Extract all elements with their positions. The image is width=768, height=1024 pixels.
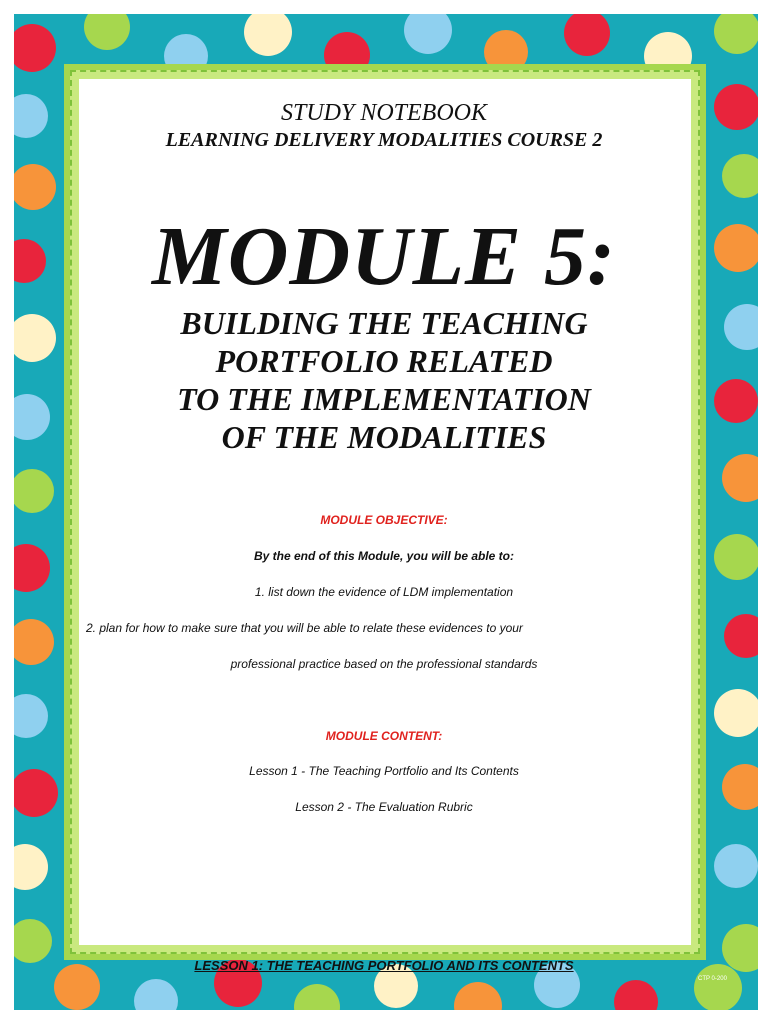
objective-heading: MODULE OBJECTIVE: bbox=[320, 513, 448, 527]
lesson-item: Lesson 1 - The Teaching Portfolio and Its Contents bbox=[249, 764, 519, 778]
objective-item: 2. plan for how to make sure that you will be able to relate these evidences to your bbox=[86, 621, 523, 635]
polka-dot bbox=[724, 614, 758, 658]
module-title-line: OF THE MODALITIES bbox=[221, 419, 547, 455]
dashed-frame bbox=[70, 70, 700, 954]
polka-dot bbox=[722, 154, 758, 198]
polka-dot bbox=[294, 984, 340, 1010]
polka-dot bbox=[244, 14, 292, 56]
objective-item: 1. list down the evidence of LDM implementation bbox=[254, 585, 514, 599]
module-title bbox=[0, 304, 768, 456]
polka-dot bbox=[14, 844, 48, 890]
objective-intro: By the end of this Module, you will be able to: bbox=[253, 549, 514, 563]
polka-dot bbox=[14, 24, 56, 72]
polka-dot bbox=[722, 454, 758, 502]
module-title-line: TO THE IMPLEMENTATION bbox=[177, 381, 591, 417]
polka-dot bbox=[714, 844, 758, 888]
content-heading: MODULE CONTENT: bbox=[325, 729, 443, 743]
green-frame bbox=[64, 64, 706, 960]
objective-item-continuation: professional practice based on the professional standards bbox=[230, 657, 538, 671]
polka-dot bbox=[454, 982, 502, 1010]
lesson-heading: LESSON 1: THE TEACHING PORTFOLIO AND ITS CONTENTS bbox=[194, 958, 574, 973]
polka-dot bbox=[14, 164, 56, 210]
polka-dot bbox=[614, 980, 658, 1010]
polka-dot bbox=[84, 14, 130, 50]
polka-dot bbox=[404, 14, 452, 54]
module-number: MODULE 5: bbox=[152, 210, 616, 303]
module-title-line: PORTFOLIO RELATED bbox=[215, 343, 553, 379]
course-label: LEARNING DELIVERY MODALITIES COURSE 2 bbox=[165, 129, 603, 151]
polka-dot bbox=[14, 469, 54, 513]
module-title-line: BUILDING THE TEACHING bbox=[180, 305, 588, 341]
polka-dot bbox=[14, 919, 52, 963]
lesson-item: Lesson 2 - The Evaluation Rubric bbox=[295, 800, 473, 814]
polka-dot bbox=[134, 979, 178, 1010]
product-code: CTP 0-200 bbox=[698, 976, 727, 982]
polka-dot bbox=[714, 14, 758, 54]
notebook-label: STUDY NOTEBOOK bbox=[280, 100, 488, 126]
polka-dot bbox=[564, 14, 610, 56]
